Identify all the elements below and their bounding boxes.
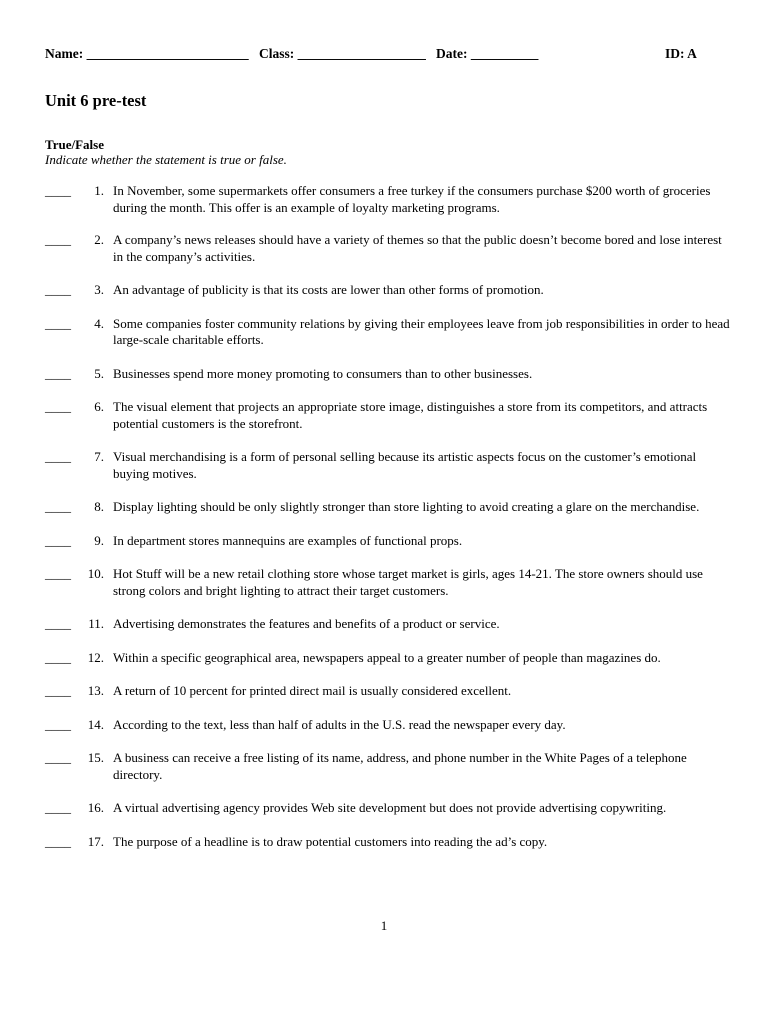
question-item bbox=[45, 183, 730, 216]
question-item bbox=[45, 800, 730, 817]
question-item bbox=[45, 750, 730, 783]
answer-blank[interactable]: ____ bbox=[45, 399, 71, 414]
answer-blank[interactable]: ____ bbox=[45, 566, 71, 581]
question-text: The visual element that projects an appropriate store image, distinguishes a store from its competitors, and attracts potential customers is the storefront. bbox=[113, 399, 708, 431]
answer-blank[interactable]: ____ bbox=[45, 750, 71, 765]
question-text: A business can receive a free listing of its name, address, and phone number in the White Pages of a telephone directory. bbox=[113, 750, 687, 782]
question-number: 3. bbox=[94, 282, 104, 297]
answer-blank[interactable]: ____ bbox=[45, 616, 71, 631]
question-item bbox=[45, 533, 730, 550]
question-item bbox=[45, 650, 730, 667]
date-field: Date: __________ bbox=[436, 46, 539, 61]
answer-blank[interactable]: ____ bbox=[45, 716, 71, 732]
question-item bbox=[45, 834, 730, 851]
question-text: A virtual advertising agency provides Web site development but does not provide advertising copywriting. bbox=[113, 800, 667, 815]
question-text: Some companies foster community relations by giving their employees leave from job responsibilities in order to head large-scale charitable efforts. bbox=[113, 315, 730, 347]
question-number: 9. bbox=[94, 532, 104, 548]
question-number: 17. bbox=[87, 833, 104, 849]
question-text: In department stores mannequins are examples of functional props. bbox=[113, 532, 463, 548]
question-number: 2. bbox=[94, 232, 104, 247]
header-row bbox=[45, 46, 725, 64]
question-item bbox=[45, 616, 730, 633]
answer-blank[interactable]: ____ bbox=[45, 499, 71, 514]
answer-blank[interactable]: ____ bbox=[45, 800, 71, 815]
question-text: In November, some supermarkets offer consumers a free turkey if the consumers purchase $200 worth of groceries during the month. This offer is an example of loyalty marketing programs. bbox=[113, 183, 711, 215]
question-text: Advertising demonstrates the features and benefits of a product or service. bbox=[113, 616, 500, 631]
question-item bbox=[45, 717, 730, 734]
question-item bbox=[45, 683, 730, 700]
question-number: 13. bbox=[87, 683, 104, 698]
question-text: A company’s news releases should have a variety of themes so that the public doesn’t become bored and lose interest in the company’s activities. bbox=[113, 232, 722, 264]
question-text: Within a specific geographical area, newspapers appeal to a greater number of people than magazines do. bbox=[113, 649, 661, 665]
section-instructions: Indicate whether the statement is true or false. bbox=[45, 152, 287, 167]
answer-blank[interactable]: ____ bbox=[45, 683, 71, 698]
section-heading: True/False bbox=[45, 137, 104, 152]
answer-blank[interactable]: ____ bbox=[45, 183, 71, 198]
question-number: 16. bbox=[87, 800, 104, 815]
question-text: Visual merchandising is a form of personal selling because its artistic aspects focus on the customer’s emotional buying motives. bbox=[113, 449, 697, 481]
question-item bbox=[45, 399, 730, 432]
answer-blank[interactable]: ____ bbox=[45, 282, 71, 297]
question-number: 11. bbox=[88, 616, 104, 631]
answer-blank[interactable]: ____ bbox=[45, 649, 71, 665]
page-title: Unit 6 pre-test bbox=[45, 91, 147, 110]
question-number: 7. bbox=[94, 449, 104, 464]
class-field: Class: ___________________ bbox=[259, 46, 426, 61]
answer-blank[interactable]: ____ bbox=[45, 532, 71, 548]
question-item bbox=[45, 232, 730, 265]
question-number: 8. bbox=[94, 499, 104, 514]
question-item bbox=[45, 366, 730, 383]
question-text: Businesses spend more money promoting to consumers than to other businesses. bbox=[113, 365, 533, 381]
question-number: 15. bbox=[87, 750, 104, 765]
question-text: Display lighting should be only slightly stronger than store lighting to avoid creating a glare on the merchandise. bbox=[113, 499, 700, 514]
question-list bbox=[45, 183, 730, 867]
question-text: According to the text, less than half of adults in the U.S. read the newspaper every day. bbox=[113, 716, 566, 732]
question-item bbox=[45, 316, 730, 349]
name-field: Name: ________________________ bbox=[45, 46, 249, 61]
question-number: 6. bbox=[94, 399, 104, 414]
question-number: 14. bbox=[87, 716, 104, 732]
answer-blank[interactable]: ____ bbox=[45, 833, 71, 849]
question-item bbox=[45, 282, 730, 299]
page-number: 1 bbox=[380, 918, 388, 933]
answer-blank[interactable]: ____ bbox=[45, 365, 71, 381]
question-number: 10. bbox=[87, 566, 104, 581]
question-text: A return of 10 percent for printed direct mail is usually considered excellent. bbox=[113, 683, 512, 698]
answer-blank[interactable]: ____ bbox=[45, 232, 71, 247]
question-item bbox=[45, 449, 730, 482]
question-number: 4. bbox=[94, 315, 104, 331]
question-number: 5. bbox=[94, 365, 104, 381]
id-field: ID: A bbox=[665, 46, 697, 61]
answer-blank[interactable]: ____ bbox=[45, 315, 71, 331]
question-text: Hot Stuff will be a new retail clothing store whose target market is girls, ages 14-21. The store owners should use strong colors and bright lighting to attract their target customers. bbox=[113, 566, 703, 598]
question-text: The purpose of a headline is to draw potential customers into reading the ad’s copy. bbox=[113, 833, 548, 849]
question-number: 1. bbox=[94, 183, 104, 198]
question-item bbox=[45, 499, 730, 516]
question-item bbox=[45, 566, 730, 599]
question-number: 12. bbox=[87, 649, 104, 665]
question-text: An advantage of publicity is that its costs are lower than other forms of promotion. bbox=[113, 282, 544, 297]
answer-blank[interactable]: ____ bbox=[45, 449, 71, 464]
